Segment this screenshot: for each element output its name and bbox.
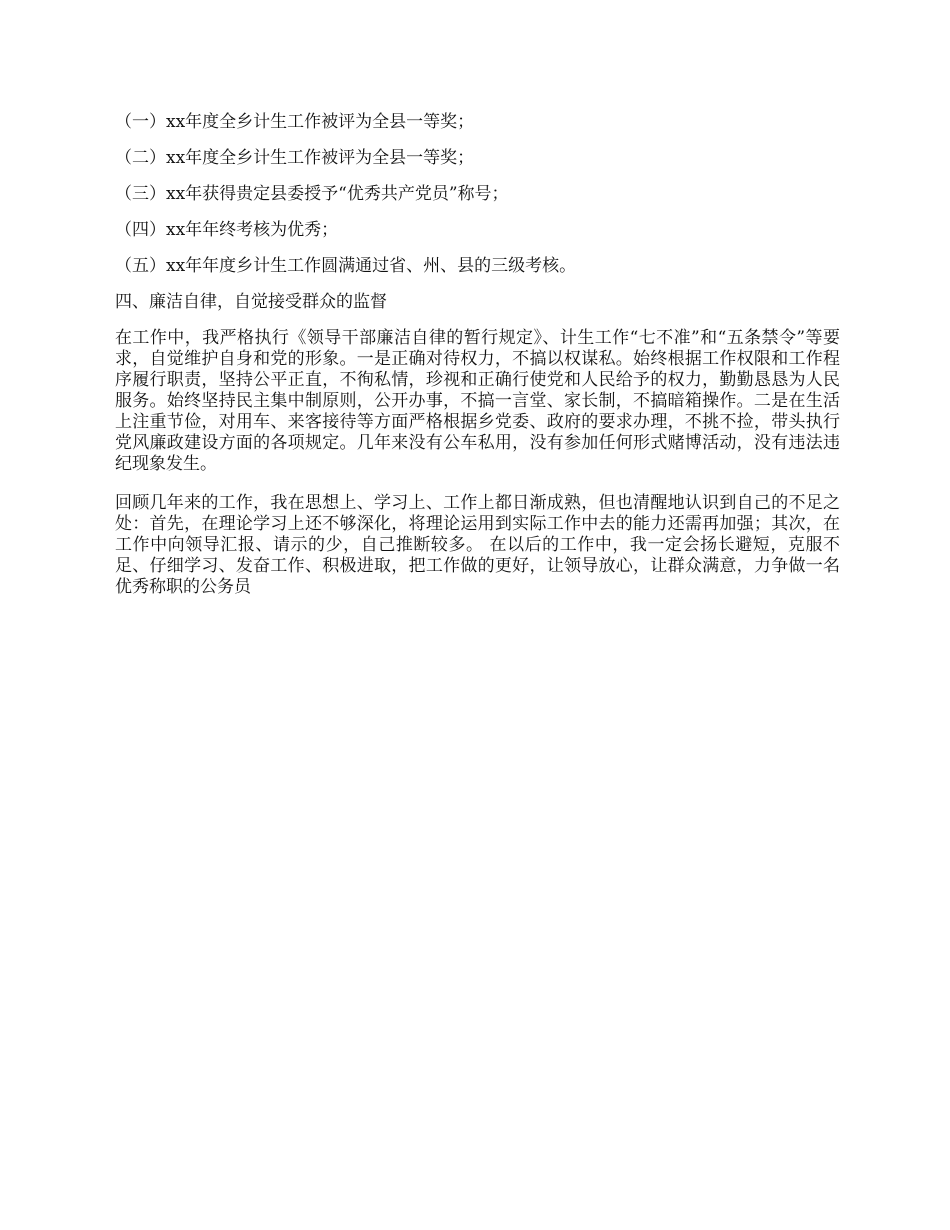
list-item: （三）xx年获得贵定县委授予“优秀共产党员”称号； [115, 184, 509, 204]
document-body [115, 112, 840, 613]
list-item: （五）xx年年度乡计生工作圆满通过省、州、县的三级考核。 [115, 256, 577, 276]
body-paragraph: 在工作中，我严格执行《领导干部廉洁自律的暂行规定》、计生工作“七不准”和“五条禁令”等要求，自觉维护自身和党的形象。一是正确对待权力，不搞以权谋私。始终根据工作权限和工作程序履行职责，坚持公平正直，不徇私情，珍视和正确行使党和人民给予的权力，勤勤恳恳为人民服务。始终坚持民主集中制原则，公开办事，不搞一言堂、家长制，不搞暗箱操作。二是在生活上注重节俭，对用车、来客接待等方面严格根据乡党委、政府的要求办理，不挑不捡，带头执行党风廉政建设方面的各项规定。几年来没有公车私用，没有参加任何形式赌博活动，没有违法违纪现象发生。 [115, 328, 840, 474]
list-item: （二）xx年度全乡计生工作被评为全县一等奖； [115, 148, 475, 168]
list-item: （一）xx年度全乡计生工作被评为全县一等奖； [115, 112, 475, 132]
list-item: （四）xx年年终考核为优秀； [115, 220, 339, 240]
body-paragraph: 回顾几年来的工作，我在思想上、学习上、工作上都日渐成熟，但也清醒地认识到自己的不足之处：首先，在理论学习上还不够深化，将理论运用到实际工作中去的能力还需再加强；其次，在工作中向领导汇报、请示的少，自己推断较多。 在以后的工作中，我一定会扬长避短，克服不足、仔细学习、发奋工作、积极进取，把工作做的更好，让领导放心，让群众满意，力争做一名优秀称职的公务员 [115, 493, 840, 597]
section-heading: 四、廉洁自律，自觉接受群众的监督 [115, 292, 387, 312]
